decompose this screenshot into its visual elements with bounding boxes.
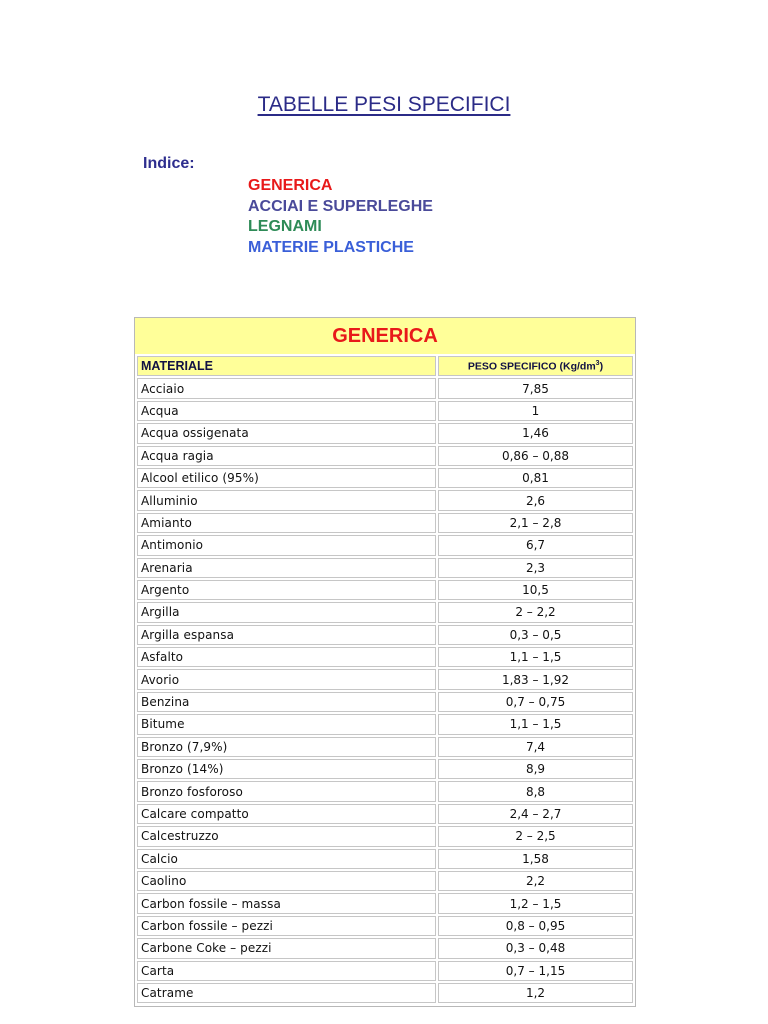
table-row	[137, 737, 633, 757]
table-row	[137, 446, 633, 466]
table-row	[137, 401, 633, 421]
table-row	[137, 558, 633, 578]
material-cell: Antimonio	[137, 535, 436, 555]
table-row	[137, 669, 633, 689]
material-cell: Arenaria	[137, 558, 436, 578]
material-cell: Benzina	[137, 692, 436, 712]
material-cell: Bronzo (7,9%)	[137, 737, 436, 757]
specific-weight-cell: 0,3 – 0,48	[438, 938, 633, 958]
material-cell: Calcare compatto	[137, 804, 436, 824]
specific-weight-cell: 6,7	[438, 535, 633, 555]
table-row	[137, 692, 633, 712]
specific-weight-cell: 2,4 – 2,7	[438, 804, 633, 824]
table-row	[137, 893, 633, 913]
specific-weight-cell: 0,86 – 0,88	[438, 446, 633, 466]
column-header-peso-text: PESO SPECIFICO (Kg/dm	[467, 360, 596, 373]
material-cell: Argento	[137, 580, 436, 600]
specific-weight-cell: 1,2 – 1,5	[438, 893, 633, 913]
table-row	[137, 490, 633, 510]
index-label: Indice:	[143, 155, 195, 172]
table-row	[137, 781, 633, 801]
material-cell: Argilla espansa	[137, 625, 436, 645]
index-link-generica[interactable]: GENERICA	[248, 177, 333, 194]
table-row	[137, 468, 633, 488]
material-cell: Asfalto	[137, 647, 436, 667]
table-row	[137, 625, 633, 645]
table-row	[137, 961, 633, 981]
material-cell: Alcool etilico (95%)	[137, 468, 436, 488]
material-cell: Carbon fossile – massa	[137, 893, 436, 913]
index-link-materie-plastiche[interactable]: MATERIE PLASTICHE	[248, 238, 414, 256]
specific-weight-cell: 8,9	[438, 759, 633, 779]
specific-weight-cell: 10,5	[438, 580, 633, 600]
column-header-peso-close: )	[599, 360, 604, 373]
specific-weight-cell: 1,83 – 1,92	[438, 669, 633, 689]
table-row	[137, 535, 633, 555]
material-cell: Caolino	[137, 871, 436, 891]
material-cell: Alluminio	[137, 490, 436, 510]
specific-weight-cell: 7,4	[438, 737, 633, 757]
table-row	[137, 804, 633, 824]
table-row	[137, 871, 633, 891]
specific-weight-cell: 0,8 – 0,95	[438, 916, 633, 936]
specific-weight-cell: 2,2	[438, 871, 633, 891]
table-header-row	[137, 356, 633, 376]
material-cell: Acqua ragia	[137, 446, 436, 466]
table-row	[137, 378, 633, 398]
table-row	[137, 714, 633, 734]
material-cell: Catrame	[137, 983, 436, 1003]
page-title	[0, 93, 768, 117]
material-cell: Amianto	[137, 513, 436, 533]
table-row	[137, 826, 633, 846]
specific-weight-cell: 2,6	[438, 490, 633, 510]
table-title: GENERICA	[135, 318, 635, 354]
specific-weight-cell: 1	[438, 401, 633, 421]
table-row	[137, 849, 633, 869]
specific-weight-cell: 1,2	[438, 983, 633, 1003]
specific-weight-cell: 7,85	[438, 378, 633, 398]
specific-weight-cell: 1,1 – 1,5	[438, 714, 633, 734]
index-link-legnami[interactable]: LEGNAMI	[248, 218, 322, 235]
material-cell: Carbon fossile – pezzi	[137, 916, 436, 936]
column-header-peso-exponent: 3	[595, 359, 600, 367]
specific-weight-cell: 2,1 – 2,8	[438, 513, 633, 533]
page-title-text: TABELLE PESI SPECIFICI	[257, 93, 511, 116]
table-row	[137, 759, 633, 779]
table-body	[137, 378, 633, 1003]
index-link-acciai-superleghe[interactable]: ACCIAI E SUPERLEGHE	[248, 197, 433, 215]
weights-table	[135, 354, 635, 1006]
table-row	[137, 423, 633, 443]
specific-weight-cell: 0,81	[438, 468, 633, 488]
specific-weight-cell: 0,7 – 1,15	[438, 961, 633, 981]
specific-weight-cell: 2,3	[438, 558, 633, 578]
specific-weight-cell: 0,3 – 0,5	[438, 625, 633, 645]
specific-weight-cell: 1,58	[438, 849, 633, 869]
table-row	[137, 983, 633, 1003]
column-header-materiale: MATERIALE	[137, 356, 436, 376]
material-cell: Argilla	[137, 602, 436, 622]
table-row	[137, 916, 633, 936]
material-cell: Bronzo fosforoso	[137, 781, 436, 801]
material-cell: Acqua ossigenata	[137, 423, 436, 443]
index-list	[248, 176, 433, 258]
specific-weight-cell: 1,1 – 1,5	[438, 647, 633, 667]
table-row	[137, 602, 633, 622]
table-row	[137, 647, 633, 667]
table-row	[137, 938, 633, 958]
specific-weight-cell: 0,7 – 0,75	[438, 692, 633, 712]
specific-weight-cell: 1,46	[438, 423, 633, 443]
material-cell: Calcestruzzo	[137, 826, 436, 846]
material-cell: Bitume	[137, 714, 436, 734]
specific-weight-cell: 2 – 2,5	[438, 826, 633, 846]
material-cell: Carta	[137, 961, 436, 981]
table-row	[137, 513, 633, 533]
specific-weight-cell: 8,8	[438, 781, 633, 801]
material-cell: Calcio	[137, 849, 436, 869]
material-cell: Avorio	[137, 669, 436, 689]
generica-table	[134, 317, 636, 1007]
material-cell: Carbone Coke – pezzi	[137, 938, 436, 958]
material-cell: Acqua	[137, 401, 436, 421]
specific-weight-cell: 2 – 2,2	[438, 602, 633, 622]
material-cell: Acciaio	[137, 378, 436, 398]
table-row	[137, 580, 633, 600]
material-cell: Bronzo (14%)	[137, 759, 436, 779]
column-header-peso-specifico	[438, 356, 633, 376]
